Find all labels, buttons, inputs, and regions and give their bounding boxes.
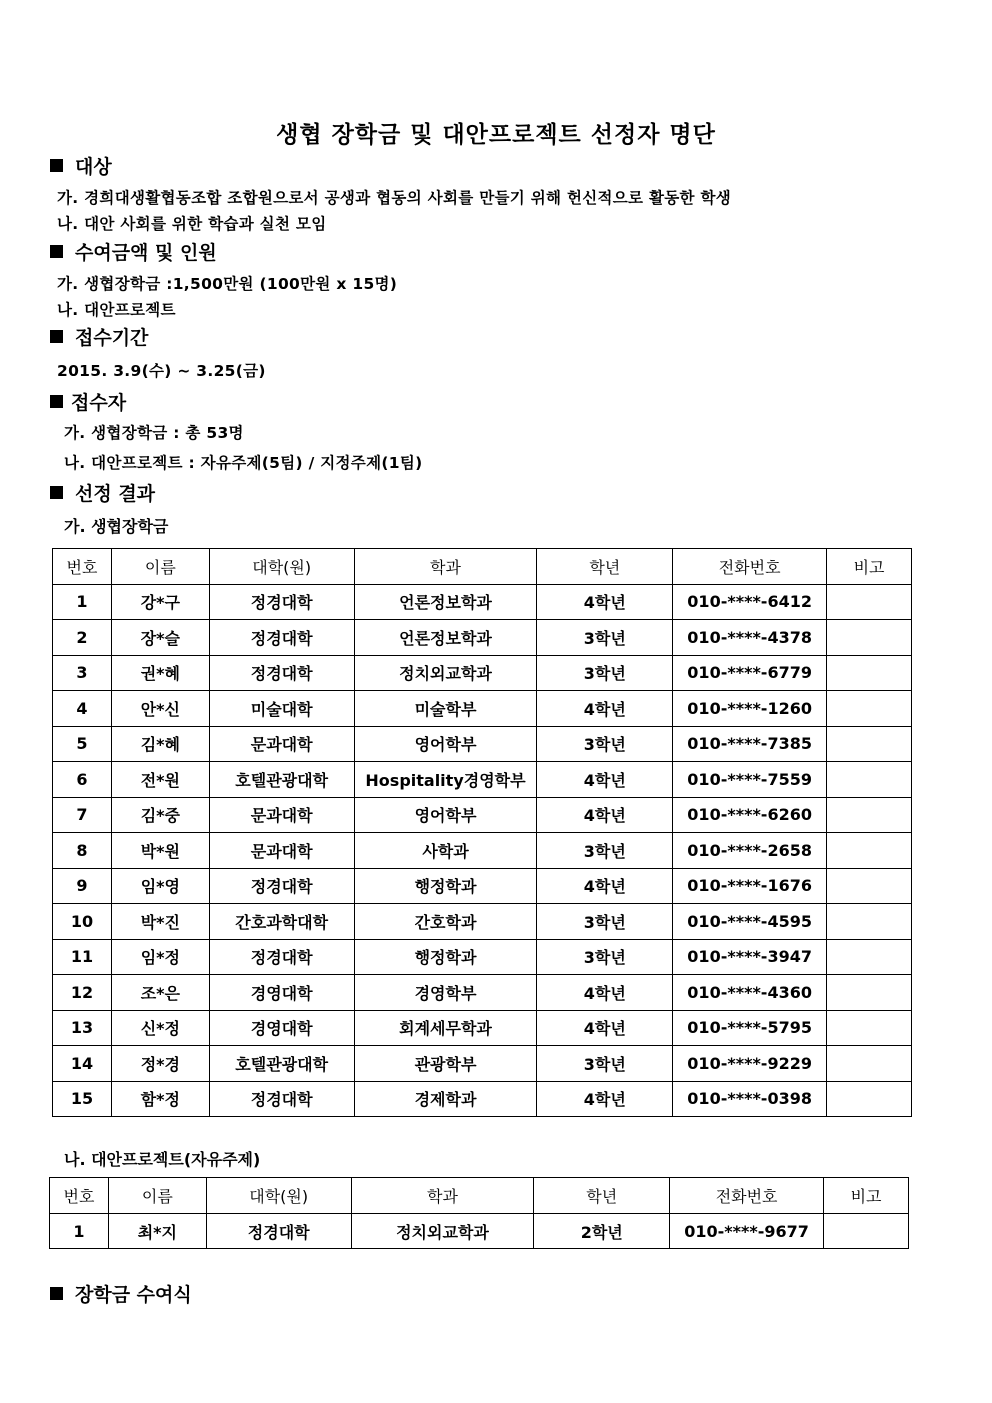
scholarship-label: 가. 생협장학금 [64, 517, 169, 536]
header-name: 이름 [111, 549, 209, 585]
header-grade: 학년 [534, 1178, 670, 1214]
cell-college: 미술대학 [209, 691, 354, 727]
cell-name: 김*중 [111, 797, 209, 833]
cell-no: 7 [53, 797, 112, 833]
cell-department: 언론정보학과 [354, 584, 537, 620]
table-row [53, 1046, 912, 1082]
cell-college: 간호과학대학 [209, 904, 354, 940]
cell-name: 정*경 [111, 1046, 209, 1082]
section-target-heading: 대상 [50, 152, 112, 179]
amount-line-2: 나. 대안프로젝트 [57, 301, 176, 319]
section-applicants-heading: 접수자 [50, 388, 126, 415]
table-row [53, 939, 912, 975]
cell-phone: 010-****-7559 [673, 762, 827, 798]
cell-note [827, 904, 912, 940]
cell-department: 간호학과 [354, 904, 537, 940]
cell-grade: 3학년 [537, 620, 673, 656]
scholarship-table [52, 548, 912, 1117]
cell-name: 신*정 [111, 1010, 209, 1046]
cell-note [827, 620, 912, 656]
cell-name: 최*지 [108, 1214, 206, 1249]
target-line-2: 나. 대안 사회를 위한 학습과 실천 모임 [57, 215, 327, 233]
square-bullet-icon [50, 330, 63, 343]
cell-no: 9 [53, 868, 112, 904]
cell-phone: 010-****-4595 [673, 904, 827, 940]
cell-department: 언론정보학과 [354, 620, 537, 656]
header-no: 번호 [53, 549, 112, 585]
cell-college: 정경대학 [209, 868, 354, 904]
cell-name: 조*은 [111, 975, 209, 1011]
cell-phone: 010-****-4378 [673, 620, 827, 656]
table-row [53, 975, 912, 1011]
cell-department: 행정학과 [354, 939, 537, 975]
cell-department: 사학과 [354, 833, 537, 869]
table-row [53, 833, 912, 869]
table-row [53, 797, 912, 833]
cell-grade: 4학년 [537, 762, 673, 798]
header-note: 비고 [824, 1178, 909, 1214]
project-label: 나. 대안프로젝트(자유주제) [64, 1150, 261, 1169]
cell-grade: 3학년 [537, 833, 673, 869]
square-bullet-icon [50, 395, 63, 408]
cell-phone: 010-****-9677 [670, 1214, 824, 1249]
table-row [53, 1010, 912, 1046]
header-no: 번호 [50, 1178, 109, 1214]
cell-college: 정경대학 [206, 1214, 351, 1249]
cell-college: 정경대학 [209, 620, 354, 656]
cell-phone: 010-****-4360 [673, 975, 827, 1011]
cell-grade: 3학년 [537, 904, 673, 940]
square-bullet-icon [50, 159, 63, 172]
cell-name: 박*원 [111, 833, 209, 869]
cell-grade: 4학년 [537, 584, 673, 620]
table-row [53, 584, 912, 620]
cell-college: 정경대학 [209, 1081, 354, 1117]
cell-no: 14 [53, 1046, 112, 1082]
cell-note [827, 797, 912, 833]
cell-name: 김*혜 [111, 726, 209, 762]
cell-department: Hospitality경영학부 [354, 762, 537, 798]
cell-name: 장*슬 [111, 620, 209, 656]
section-results-heading: 선정 결과 [50, 479, 155, 506]
cell-grade: 3학년 [537, 655, 673, 691]
table-row [53, 868, 912, 904]
cell-college: 경영대학 [209, 1010, 354, 1046]
project-table [49, 1177, 909, 1249]
cell-department: 경제학과 [354, 1081, 537, 1117]
applicants-line-2: 나. 대안프로젝트 : 자유주제(5팀) / 지정주제(1팀) [64, 454, 423, 472]
cell-phone: 010-****-0398 [673, 1081, 827, 1117]
cell-no: 15 [53, 1081, 112, 1117]
cell-phone: 010-****-5795 [673, 1010, 827, 1046]
cell-no: 1 [50, 1214, 109, 1249]
cell-phone: 010-****-6779 [673, 655, 827, 691]
cell-department: 정치외교학과 [354, 655, 537, 691]
cell-no: 2 [53, 620, 112, 656]
table-row [53, 620, 912, 656]
header-college: 대학(원) [206, 1178, 351, 1214]
header-phone: 전화번호 [670, 1178, 824, 1214]
square-bullet-icon [50, 486, 63, 499]
cell-name: 임*영 [111, 868, 209, 904]
cell-department: 미술학부 [354, 691, 537, 727]
section-amount-heading: 수여금액 및 인원 [50, 238, 217, 265]
cell-phone: 010-****-9229 [673, 1046, 827, 1082]
cell-phone: 010-****-6260 [673, 797, 827, 833]
table-header-row [50, 1178, 909, 1214]
cell-college: 문과대학 [209, 797, 354, 833]
period-line: 2015. 3.9(수) ~ 3.25(금) [57, 362, 266, 380]
cell-grade: 3학년 [537, 939, 673, 975]
table-row [53, 904, 912, 940]
cell-note [827, 939, 912, 975]
target-line-1: 가. 경희대생활협동조합 조합원으로서 공생과 협동의 사회를 만들기 위해 헌신적으로 활동한 학생 [57, 189, 732, 207]
cell-no: 13 [53, 1010, 112, 1046]
cell-name: 강*구 [111, 584, 209, 620]
cell-grade: 3학년 [537, 1046, 673, 1082]
cell-name: 전*원 [111, 762, 209, 798]
cell-grade: 2학년 [534, 1214, 670, 1249]
cell-no: 1 [53, 584, 112, 620]
header-department: 학과 [354, 549, 537, 585]
cell-phone: 010-****-6412 [673, 584, 827, 620]
cell-phone: 010-****-3947 [673, 939, 827, 975]
cell-no: 5 [53, 726, 112, 762]
cell-college: 호텔관광대학 [209, 762, 354, 798]
section-ceremony-heading: 장학금 수여식 [50, 1280, 192, 1307]
header-phone: 전화번호 [673, 549, 827, 585]
header-department: 학과 [351, 1178, 534, 1214]
cell-department: 정치외교학과 [351, 1214, 534, 1249]
amount-line-1: 가. 생협장학금 :1,500만원 (100만원 x 15명) [57, 275, 398, 293]
cell-college: 호텔관광대학 [209, 1046, 354, 1082]
cell-grade: 4학년 [537, 1010, 673, 1046]
cell-note [827, 655, 912, 691]
cell-department: 회계세무학과 [354, 1010, 537, 1046]
cell-grade: 3학년 [537, 726, 673, 762]
cell-name: 함*정 [111, 1081, 209, 1117]
header-grade: 학년 [537, 549, 673, 585]
cell-grade: 4학년 [537, 1081, 673, 1117]
cell-college: 정경대학 [209, 655, 354, 691]
cell-no: 10 [53, 904, 112, 940]
cell-grade: 4학년 [537, 975, 673, 1011]
cell-note [827, 691, 912, 727]
cell-no: 8 [53, 833, 112, 869]
cell-note [827, 1010, 912, 1046]
cell-grade: 4학년 [537, 868, 673, 904]
cell-grade: 4학년 [537, 797, 673, 833]
cell-grade: 4학년 [537, 691, 673, 727]
cell-no: 6 [53, 762, 112, 798]
cell-college: 정경대학 [209, 584, 354, 620]
cell-phone: 010-****-2658 [673, 833, 827, 869]
cell-department: 영어학부 [354, 726, 537, 762]
table-row [53, 726, 912, 762]
cell-no: 4 [53, 691, 112, 727]
cell-note [827, 726, 912, 762]
applicants-line-1: 가. 생협장학금 : 총 53명 [64, 424, 244, 442]
cell-note [827, 1046, 912, 1082]
cell-note [824, 1214, 909, 1249]
cell-phone: 010-****-7385 [673, 726, 827, 762]
table-row [53, 762, 912, 798]
table-row [53, 1081, 912, 1117]
cell-department: 행정학과 [354, 868, 537, 904]
cell-department: 영어학부 [354, 797, 537, 833]
cell-name: 권*혜 [111, 655, 209, 691]
square-bullet-icon [50, 1287, 63, 1300]
section-period-heading: 접수기간 [50, 323, 148, 350]
cell-name: 박*진 [111, 904, 209, 940]
table-row [50, 1214, 909, 1249]
cell-note [827, 975, 912, 1011]
table-row [53, 655, 912, 691]
cell-phone: 010-****-1676 [673, 868, 827, 904]
cell-note [827, 868, 912, 904]
cell-no: 12 [53, 975, 112, 1011]
header-name: 이름 [108, 1178, 206, 1214]
cell-note [827, 833, 912, 869]
cell-no: 11 [53, 939, 112, 975]
cell-college: 문과대학 [209, 833, 354, 869]
cell-note [827, 762, 912, 798]
cell-department: 경영학부 [354, 975, 537, 1011]
cell-name: 안*신 [111, 691, 209, 727]
cell-college: 경영대학 [209, 975, 354, 1011]
cell-college: 문과대학 [209, 726, 354, 762]
cell-note [827, 1081, 912, 1117]
cell-name: 임*정 [111, 939, 209, 975]
table-row [53, 691, 912, 727]
page-title: 생협 장학금 및 대안프로젝트 선정자 명단 [276, 122, 716, 148]
cell-phone: 010-****-1260 [673, 691, 827, 727]
cell-no: 3 [53, 655, 112, 691]
cell-college: 정경대학 [209, 939, 354, 975]
header-note: 비고 [827, 549, 912, 585]
square-bullet-icon [50, 245, 63, 258]
header-college: 대학(원) [209, 549, 354, 585]
cell-department: 관광학부 [354, 1046, 537, 1082]
cell-note [827, 584, 912, 620]
table-header-row [53, 549, 912, 585]
